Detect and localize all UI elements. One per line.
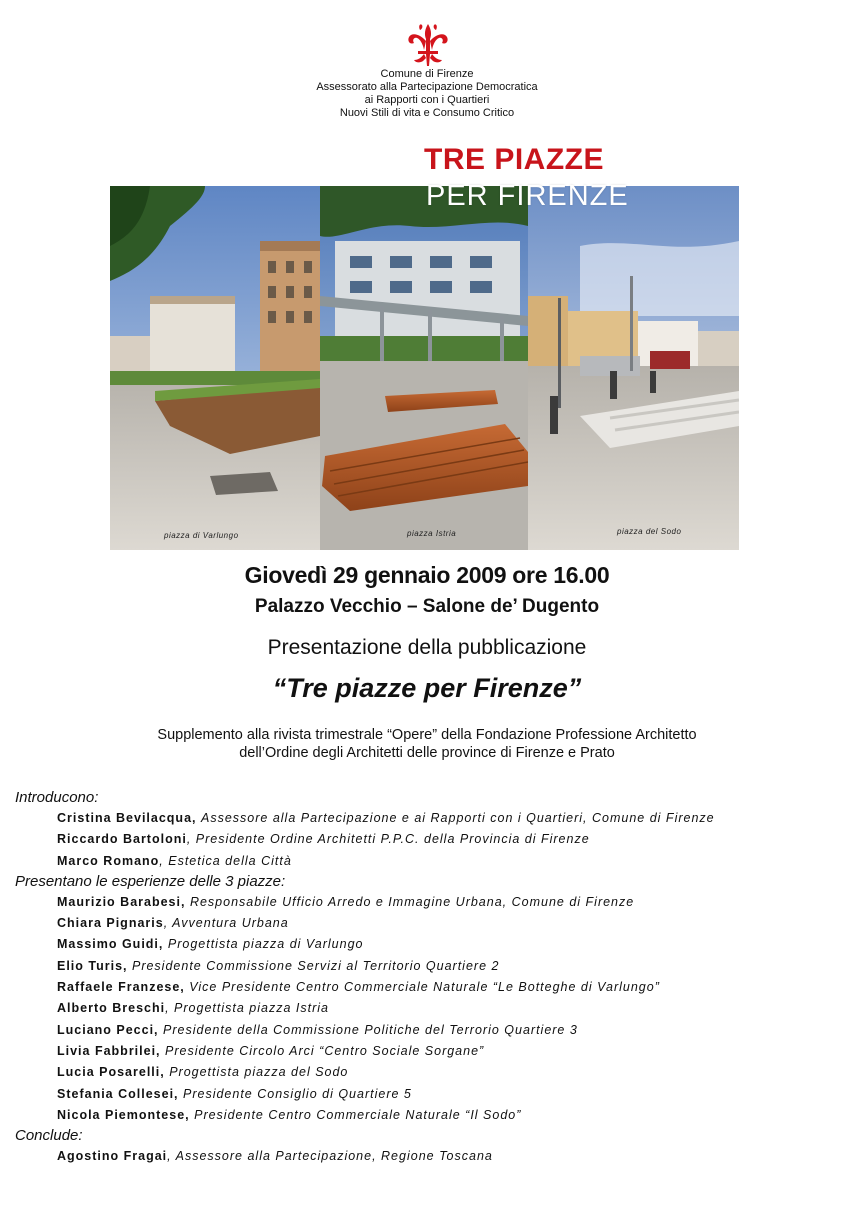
photo-caption: piazza Istria [407,529,457,538]
poster-title: TRE PIAZZE [424,143,605,176]
speaker-name: Nicola Piemontese, [57,1107,190,1122]
speaker-name: Maurizio Barabesi, [57,894,186,909]
speaker-list-introducono [15,808,845,872]
section-presentano: Presentano le esperienze delle 3 piazze: [15,872,286,890]
speaker-role: Presidente Centro Commerciale Naturale “Il Sodo” [194,1107,522,1122]
speaker-role: Progettista piazza del Sodo [169,1065,349,1080]
speaker-row [15,1020,845,1041]
speaker-row [15,851,845,872]
speaker-row [15,1105,845,1126]
speaker-role: Presidente Consiglio di Quartiere 5 [183,1086,412,1101]
speaker-role: , Progettista piazza Istria [165,1001,329,1016]
speaker-role: , Estetica della Città [159,853,292,868]
speaker-name: Raffaele Franzese, [57,980,185,995]
speaker-name: Cristina Bevilacqua, [57,811,197,825]
poster-photo [110,186,739,550]
event-place: Palazzo Vecchio – Salone de’ Dugento [254,596,600,617]
speaker-list-conclude [15,1146,845,1167]
event-description: Presentazione della pubblicazione [267,636,587,659]
speaker-role: Presidente Commissione Servizi al Territorio Quartiere 2 [131,958,500,973]
speaker-role: , Avventura Urbana [163,916,289,931]
speaker-row [15,1146,845,1167]
header-line: Comune di Firenze [380,68,474,80]
speaker-row [15,934,845,955]
supplement-line: dell’Ordine degli Architetti delle province di Firenze e Prato [239,745,615,761]
photo-caption: piazza di Varlungo [164,531,239,540]
speaker-row [15,998,845,1019]
header-line: Nuovi Stili di vita e Consumo Critico [339,107,515,119]
speaker-role: Presidente della Commissione Politiche del Terrorio Quartiere 3 [163,1022,578,1037]
supplement-line: Supplemento alla rivista trimestrale “Opere” della Fondazione Professione Architetto [157,727,697,743]
header-line: Assessorato alla Partecipazione Democratica [316,81,538,93]
speaker-row [15,956,845,977]
speaker-role: Progettista piazza di Varlungo [167,937,364,952]
speaker-name: Alberto Breschi [57,1001,166,1016]
speaker-row [15,829,845,850]
speaker-row [15,892,845,913]
speaker-list-presentano [15,892,845,1126]
speaker-name: Stefania Collesei, [57,1086,179,1101]
speaker-role: , Presidente Ordine Architetti P.P.C. della Provincia di Firenze [186,832,590,847]
speaker-row [15,1062,845,1083]
speaker-row [15,913,845,934]
section-conclude: Conclude: [15,1127,83,1145]
speaker-name: Chiara Pignaris [57,916,164,931]
speaker-row [15,1041,845,1062]
speaker-name: Luciano Pecci, [57,1022,159,1037]
speaker-role: Assessore alla Partecipazione e ai Rapporti con i Quartieri, Comune di Firenze [200,811,715,825]
speaker-name: Riccardo Bartoloni [57,832,187,847]
program [15,788,845,1167]
speaker-name: Livia Fabbrilei, [57,1043,161,1058]
section-introducono: Introducono: [15,789,99,806]
speaker-row [15,1084,845,1105]
speaker-name: Elio Turis, [57,958,128,973]
publication-title: “Tre piazze per Firenze” [272,673,582,703]
header-line: ai Rapporti con i Quartieri [364,94,490,106]
florence-lily-icon [405,22,451,68]
photo-caption: piazza del Sodo [617,527,682,536]
speaker-role: Presidente Circolo Arci “Centro Sociale Sorgane” [165,1043,485,1058]
speaker-role: , Assessore alla Partecipazione, Regione Toscana [167,1149,493,1164]
speaker-row [15,808,845,829]
speaker-role: Vice Presidente Centro Commerciale Naturale “Le Botteghe di Varlungo” [189,980,660,995]
speaker-row [15,977,845,998]
poster-subtitle: PER FIRENZE [426,180,629,212]
event-date: Giovedì 29 gennaio 2009 ore 16.00 [244,562,610,588]
speaker-name: Marco Romano [57,853,160,868]
speaker-role: Responsabile Ufficio Arredo e Immagine Urbana, Comune di Firenze [189,894,635,909]
speaker-name: Lucia Posarelli, [57,1065,165,1080]
header-institution [0,68,854,120]
speaker-name: Agostino Fragai [57,1149,168,1164]
supplement-text [0,726,854,762]
speaker-name: Massimo Guidi, [57,937,164,952]
